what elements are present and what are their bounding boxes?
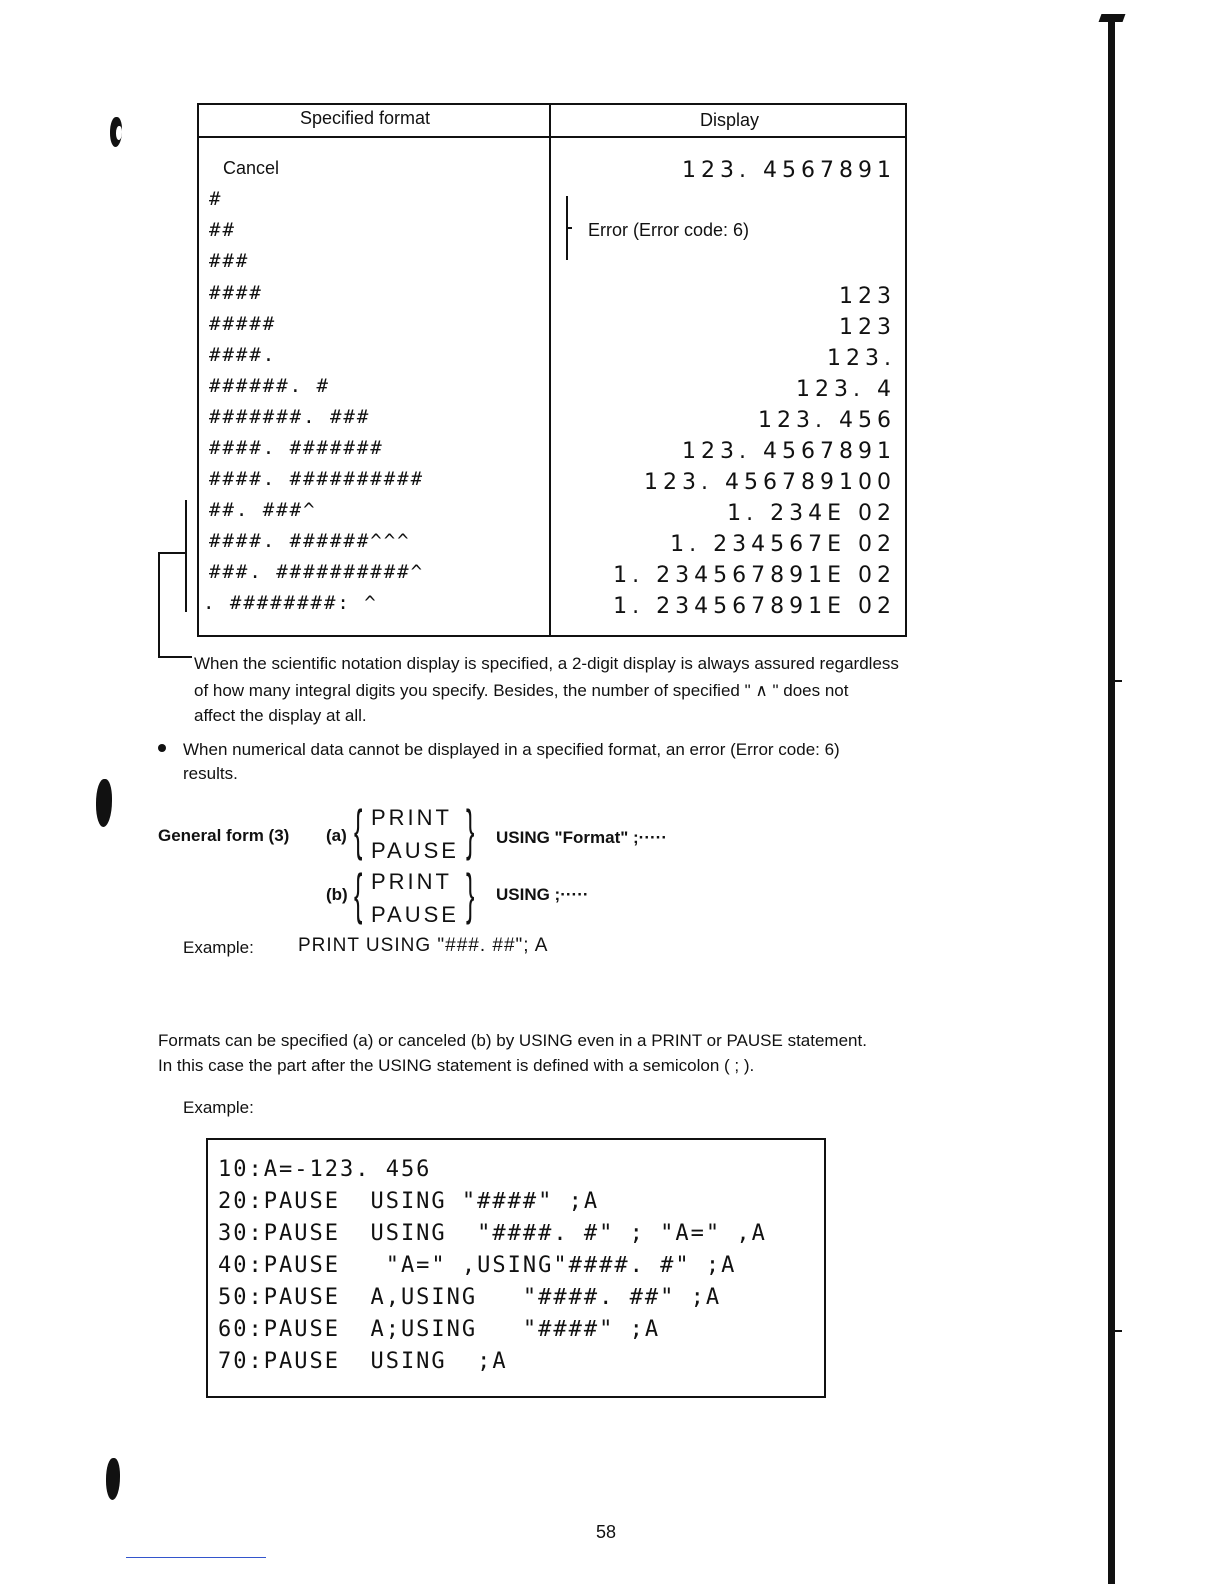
binding-hole-mark [106, 1458, 120, 1500]
sci-leader-vertical [158, 552, 160, 658]
format-row-5: #######. ### [209, 406, 371, 428]
print-keyword-a: PRINT [371, 805, 452, 830]
sci-leader-bottom [158, 656, 192, 658]
left-brace-b: { [354, 862, 363, 925]
page-edge-tick [1112, 680, 1122, 682]
format-row-4: ######. # [209, 375, 330, 397]
format-row-10: ###. ##########^ [209, 561, 425, 583]
page-edge-tick [1112, 1330, 1122, 1332]
header-display: Display [700, 110, 760, 130]
example1-code: PRINT USING "###. ##"; A [298, 935, 549, 956]
sci-leader-top [158, 552, 178, 554]
display-row-4: 123. 4 [796, 377, 896, 402]
program-line-40: 40:PAUSE "A=" ,USING"####. #" ;A [218, 1253, 737, 1278]
note-line-2: of how many integral digits you specify. Besides, the number of specified " ∧ " does not [194, 681, 849, 700]
right-brace-b: } [466, 862, 475, 925]
display-row-5: 123. 456 [758, 408, 896, 433]
display-row-3: 123. [827, 346, 896, 371]
pause-keyword-b: PAUSE [371, 902, 459, 927]
display-row-10: 1. 234567891E 02 [613, 563, 896, 588]
format-row-3: ####. [209, 344, 277, 366]
table-column-divider [549, 103, 551, 637]
program-line-30: 30:PAUSE USING "####. #" ; "A=" ,A [218, 1221, 767, 1246]
para-line-2: In this case the part after the USING statement is defined with a semicolon ( ; ). [158, 1056, 755, 1075]
format-row-8: ##. ###^ [209, 499, 317, 521]
program-line-20: 20:PAUSE USING "####" ;A [218, 1189, 600, 1214]
note-line-3: affect the display at all. [194, 706, 367, 725]
example1-label: Example: [183, 938, 254, 957]
program-line-10: 10:A=-123. 456 [218, 1157, 432, 1182]
cancel-display: 123. 4567891 [682, 158, 896, 183]
bullet-line-1: When numerical data cannot be displayed in a specified format, an error (Error code: 6) [183, 740, 840, 759]
format-row-11: . ########: ^ [203, 592, 378, 614]
general-form-a-label: (a) [326, 826, 347, 845]
note-line-1: When the scientific notation display is specified, a 2-digit display is always assured regardless [194, 654, 899, 673]
program-line-70: 70:PAUSE USING ;A [218, 1349, 508, 1374]
cancel-label: Cancel [223, 158, 280, 178]
general-form-b-using: USING ;····· [496, 885, 589, 904]
error-format-3: ### [209, 250, 250, 272]
error-format-2: ## [209, 219, 236, 241]
example2-label: Example: [183, 1098, 254, 1117]
display-row-2: 123 [839, 315, 896, 340]
right-brace-a: } [466, 798, 475, 861]
pause-keyword-a: PAUSE [371, 838, 459, 863]
general-form-a-using: USING "Format" ;····· [496, 828, 667, 847]
general-form-b-label: (b) [326, 885, 348, 904]
bullet-line-2: results. [183, 764, 238, 783]
page-edge-notch [1099, 14, 1126, 22]
error-text: Error (Error code: 6) [588, 220, 750, 240]
page-number: 58 [596, 1522, 617, 1542]
footer-rule [126, 1557, 266, 1558]
page-edge-bar [1108, 18, 1115, 1584]
print-keyword-b: PRINT [371, 869, 452, 894]
display-row-11: 1. 234567891E 02 [613, 594, 896, 619]
display-row-8: 1. 234E 02 [727, 501, 896, 526]
left-brace-a: { [354, 798, 363, 861]
binding-hole-mark [96, 779, 112, 827]
format-row-6: ####. ####### [209, 437, 384, 459]
format-row-1: #### [209, 282, 263, 304]
table-header-rule [197, 136, 907, 138]
display-row-6: 123. 4567891 [682, 439, 896, 464]
sci-bracket [185, 500, 187, 612]
general-form-label: General form (3) [158, 826, 290, 845]
error-format-1: # [209, 188, 223, 210]
header-specified-format: Specified format [300, 108, 431, 128]
display-row-1: 123 [839, 284, 896, 309]
display-row-9: 1. 234567E 02 [670, 532, 896, 557]
error-brace-tip [566, 227, 572, 229]
program-line-50: 50:PAUSE A,USING "####. ##" ;A [218, 1285, 722, 1310]
format-row-2: ##### [209, 313, 277, 335]
format-row-9: ####. ######^^^ [209, 530, 411, 552]
bullet-dot [158, 744, 166, 752]
program-line-60: 60:PAUSE A;USING "####" ;A [218, 1317, 661, 1342]
display-row-7: 123. 456789100 [644, 470, 896, 495]
para-line-1: Formats can be specified (a) or canceled (b) by USING even in a PRINT or PAUSE statement. [158, 1031, 867, 1050]
format-row-7: ####. ########## [209, 468, 425, 490]
